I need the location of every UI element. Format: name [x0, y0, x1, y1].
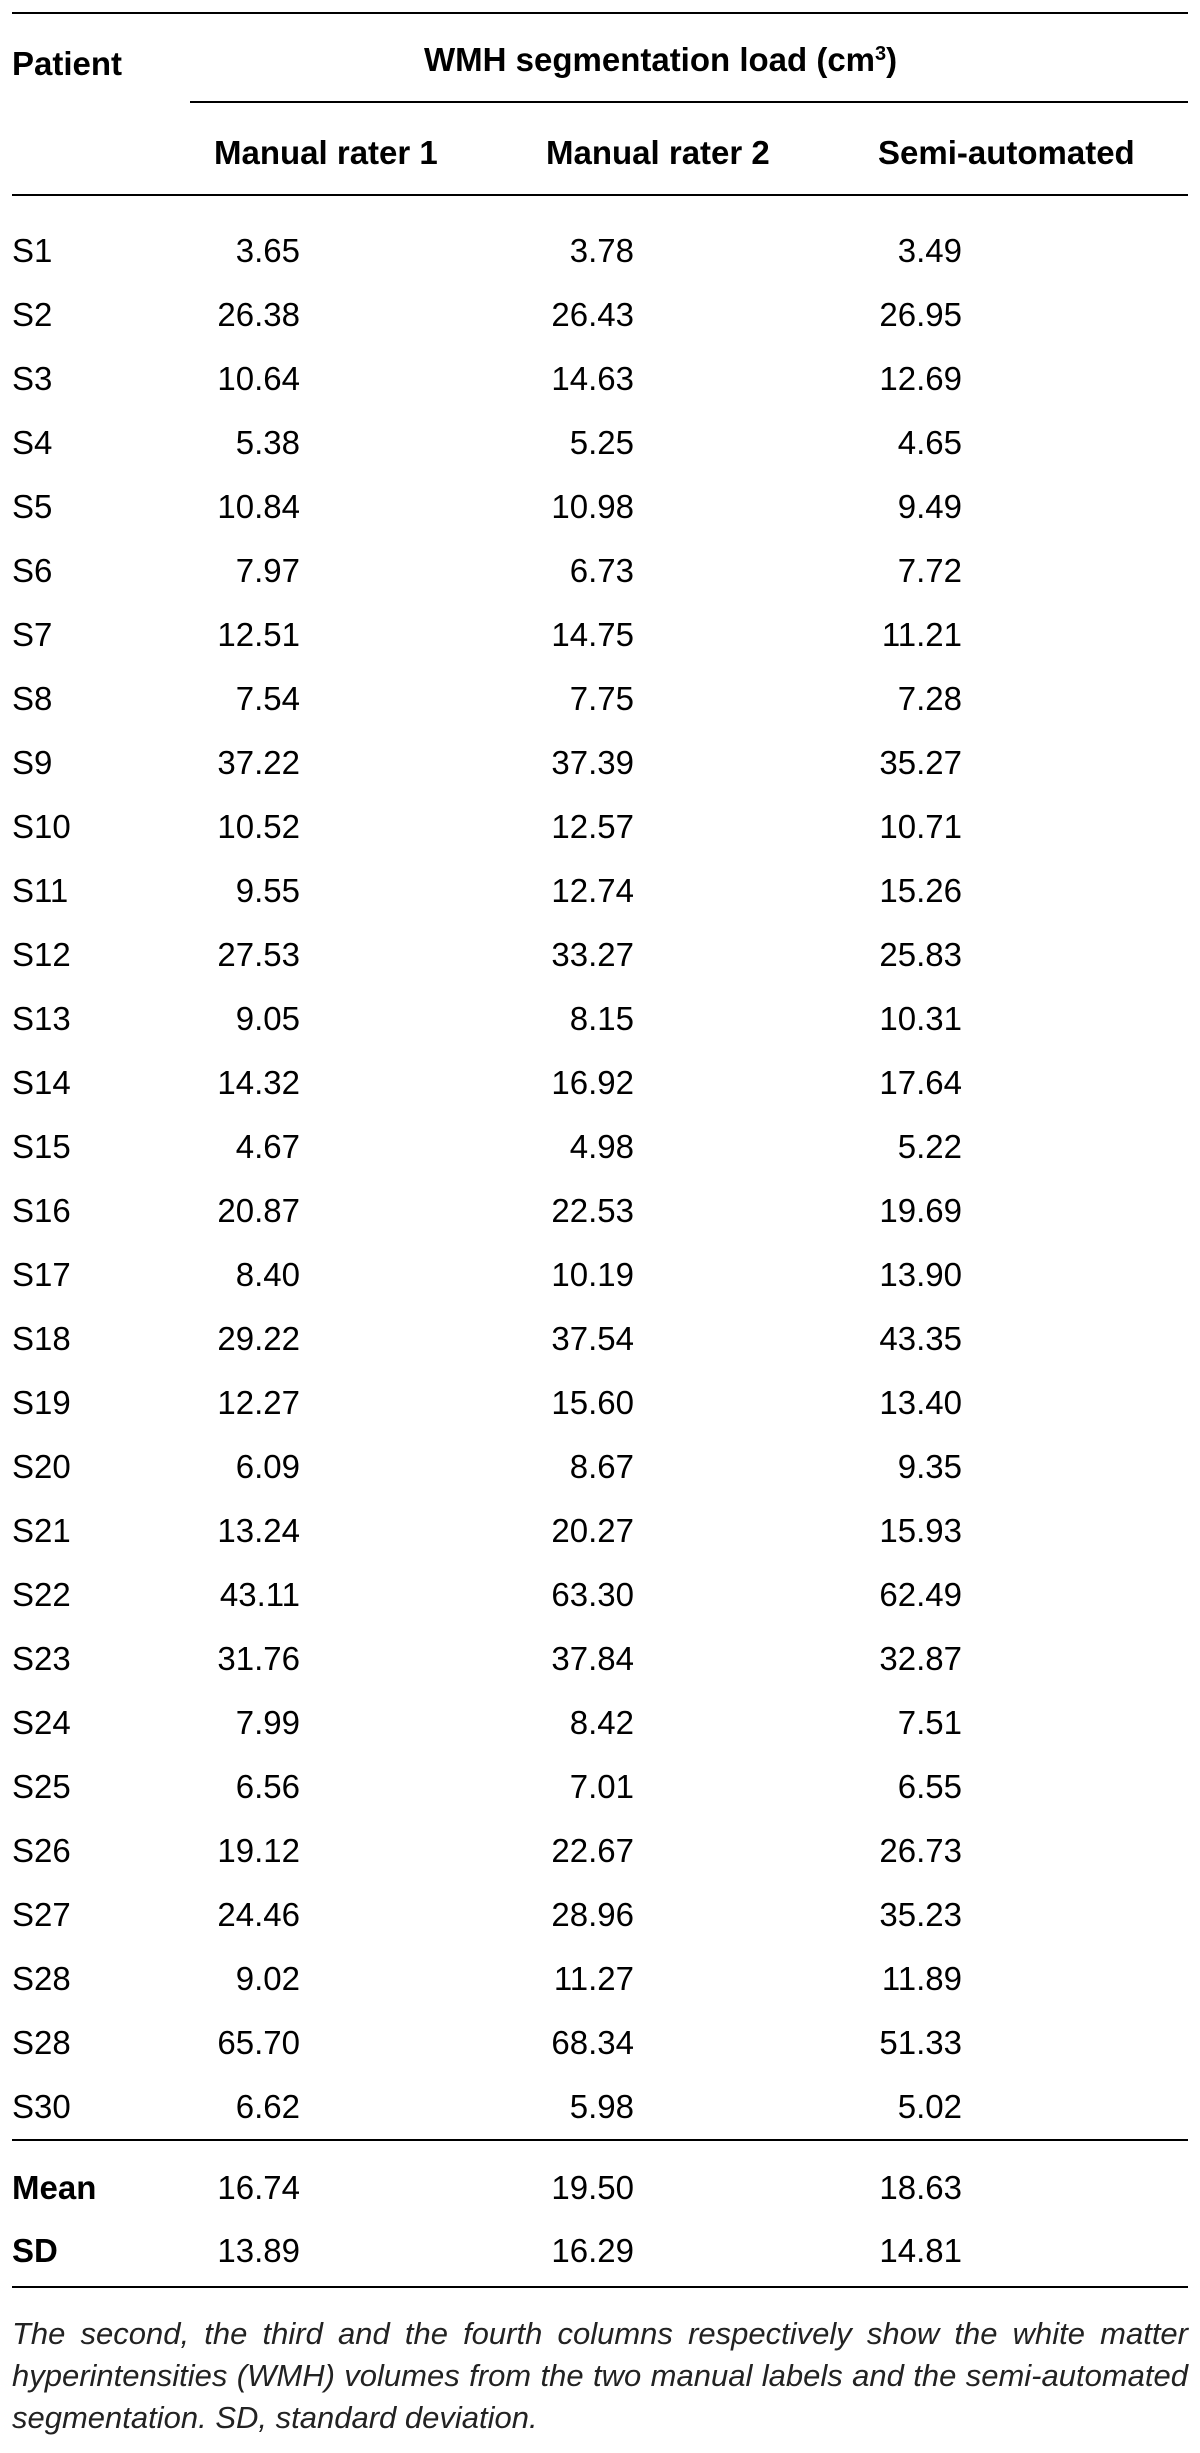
semi-automated-cell: 25.83: [879, 936, 962, 973]
semi-automated-cell: 11.89: [881, 1960, 962, 1997]
manual-rater-1-cell: 14.32: [217, 1064, 300, 1101]
manual-rater-2-cell: 5.98: [569, 2088, 634, 2125]
semi-automated-cell: 4.65: [897, 424, 962, 461]
manual-rater-1-cell: 10.64: [217, 360, 300, 397]
manual-rater-2-cell: 10.19: [551, 1256, 634, 1293]
column-header-manual-rater-1: Manual rater 1: [214, 134, 438, 171]
manual-rater-1-cell: 43.11: [219, 1576, 300, 1613]
summary-label-cell: SD: [12, 2232, 58, 2269]
semi-automated-cell: 15.26: [879, 872, 962, 909]
manual-rater-2-cell: 8.42: [569, 1704, 634, 1741]
summary-label-cell: Mean: [12, 2169, 97, 2206]
patient-id-cell: S28: [12, 2024, 71, 2061]
manual-rater-2-cell: 22.67: [551, 1832, 634, 1869]
patient-id-cell: S13: [12, 1000, 71, 1037]
semi-automated-cell: 15.93: [879, 1512, 962, 1549]
patient-column-header: Patient: [12, 45, 123, 82]
patient-id-cell: S6: [12, 552, 53, 589]
patient-id-cell: S9: [12, 744, 53, 781]
manual-rater-2-cell: 28.96: [551, 1896, 634, 1933]
semi-automated-cell: 7.72: [897, 552, 962, 589]
manual-rater-1-cell: 13.24: [217, 1512, 300, 1549]
column-header-manual-rater-2: Manual rater 2: [546, 134, 770, 171]
manual-rater-2-cell: 37.39: [551, 744, 634, 781]
manual-rater-2-cell: 26.43: [551, 296, 634, 333]
patient-id-cell: S5: [12, 488, 53, 525]
header-bottom-rule: [12, 194, 1188, 196]
semi-automated-cell: 12.69: [879, 360, 962, 397]
patient-id-cell: S12: [12, 936, 71, 973]
manual-rater-1-cell: 10.84: [217, 488, 300, 525]
manual-rater-1-cell: 6.56: [235, 1768, 300, 1805]
manual-rater-1-cell: 6.09: [235, 1448, 300, 1485]
patient-id-cell: S17: [12, 1256, 71, 1293]
patient-id-cell: S24: [12, 1704, 71, 1741]
manual-rater-1-cell: 9.02: [235, 1960, 300, 1997]
table-bottom-rule: [12, 2286, 1188, 2288]
manual-rater-2-cell: 68.34: [551, 2024, 634, 2061]
semi-automated-cell: 26.95: [879, 296, 962, 333]
patient-id-cell: S1: [12, 232, 53, 269]
manual-rater-2-cell: 14.63: [551, 360, 634, 397]
patient-id-cell: S10: [12, 808, 71, 845]
manual-rater-2-cell: 10.98: [551, 488, 634, 525]
patient-id-cell: S16: [12, 1192, 71, 1229]
manual-rater-2-cell: 12.57: [551, 808, 634, 845]
patient-id-cell: S27: [12, 1896, 71, 1933]
manual-rater-2-cell: 6.73: [569, 552, 634, 589]
manual-rater-1-cell: 37.22: [217, 744, 300, 781]
semi-automated-cell: 13.90: [879, 1256, 962, 1293]
semi-automated-cell: 26.73: [879, 1832, 962, 1869]
semi-automated-cell: 11.21: [881, 616, 962, 653]
manual-rater-1-cell: 7.99: [235, 1704, 300, 1741]
patient-id-cell: S23: [12, 1640, 71, 1677]
manual-rater-2-cell: 16.29: [551, 2232, 634, 2269]
semi-automated-cell: 9.35: [897, 1448, 962, 1485]
patient-id-cell: S3: [12, 360, 53, 397]
manual-rater-1-cell: 5.38: [235, 424, 300, 461]
patient-id-cell: S15: [12, 1128, 71, 1165]
semi-automated-cell: 19.69: [879, 1192, 962, 1229]
semi-automated-cell: 10.31: [879, 1000, 962, 1037]
semi-automated-cell: 43.35: [879, 1320, 962, 1357]
patient-id-cell: S8: [12, 680, 53, 717]
manual-rater-1-cell: 7.54: [235, 680, 300, 717]
manual-rater-2-cell: 20.27: [551, 1512, 634, 1549]
manual-rater-2-cell: 3.78: [569, 232, 634, 269]
manual-rater-1-cell: 4.67: [235, 1128, 300, 1165]
semi-automated-cell: 5.22: [897, 1128, 962, 1165]
semi-automated-cell: 9.49: [897, 488, 962, 525]
manual-rater-1-cell: 12.27: [217, 1384, 300, 1421]
patient-id-cell: S18: [12, 1320, 71, 1357]
group-column-header: [424, 40, 897, 80]
manual-rater-1-cell: 27.53: [217, 936, 300, 973]
group-header-superscript: 3: [875, 43, 887, 65]
manual-rater-1-cell: 3.65: [235, 232, 300, 269]
semi-automated-cell: 51.33: [879, 2024, 962, 2061]
manual-rater-1-cell: 13.89: [217, 2232, 300, 2269]
semi-automated-cell: 35.27: [879, 744, 962, 781]
patient-id-cell: S22: [12, 1576, 71, 1613]
manual-rater-1-cell: 9.55: [235, 872, 300, 909]
summary-top-rule: [12, 2139, 1188, 2141]
manual-rater-2-cell: 7.75: [569, 680, 634, 717]
manual-rater-2-cell: 8.15: [569, 1000, 634, 1037]
manual-rater-2-cell: 12.74: [551, 872, 634, 909]
manual-rater-2-cell: 11.27: [553, 1960, 634, 1997]
patient-id-cell: S4: [12, 424, 53, 461]
semi-automated-cell: 14.81: [879, 2232, 962, 2269]
manual-rater-1-cell: 9.05: [235, 1000, 300, 1037]
semi-automated-cell: 10.71: [879, 808, 962, 845]
manual-rater-2-cell: 7.01: [569, 1768, 634, 1805]
semi-automated-cell: 3.49: [897, 232, 962, 269]
manual-rater-2-cell: 8.67: [569, 1448, 634, 1485]
manual-rater-1-cell: 12.51: [217, 616, 300, 653]
table-top-rule: [12, 12, 1188, 14]
semi-automated-cell: 17.64: [879, 1064, 962, 1101]
manual-rater-2-cell: 63.30: [551, 1576, 634, 1613]
table-footnote: The second, the third and the fourth columns respectively show the white matter hyperintensities (WMH) volumes from the two manual labels and the semi-automated segmentation. SD, standard deviation.: [12, 2316, 1188, 2435]
manual-rater-1-cell: 24.46: [217, 1896, 300, 1933]
semi-automated-cell: 7.28: [897, 680, 962, 717]
manual-rater-1-cell: 26.38: [217, 296, 300, 333]
patient-id-cell: S25: [12, 1768, 71, 1805]
patient-id-cell: S2: [12, 296, 53, 333]
semi-automated-cell: 5.02: [897, 2088, 962, 2125]
manual-rater-1-cell: 8.40: [235, 1256, 300, 1293]
patient-id-cell: S20: [12, 1448, 71, 1485]
manual-rater-1-cell: 20.87: [217, 1192, 300, 1229]
manual-rater-1-cell: 7.97: [235, 552, 300, 589]
patient-id-cell: S30: [12, 2088, 71, 2125]
manual-rater-1-cell: 31.76: [217, 1640, 300, 1677]
patient-id-cell: S21: [12, 1512, 71, 1549]
manual-rater-2-cell: 5.25: [569, 424, 634, 461]
group-header-rule: [190, 101, 1188, 103]
manual-rater-1-cell: 29.22: [217, 1320, 300, 1357]
patient-id-cell: S7: [12, 616, 53, 653]
semi-automated-cell: 18.63: [879, 2169, 962, 2206]
semi-automated-cell: 13.40: [879, 1384, 962, 1421]
group-header-close: ): [886, 41, 898, 78]
semi-automated-cell: 6.55: [897, 1768, 962, 1805]
group-header-text: WMH segmentation load (cm: [424, 41, 876, 78]
manual-rater-2-cell: 14.75: [551, 616, 634, 653]
column-header-semi-automated: Semi-automated: [878, 134, 1135, 171]
semi-automated-cell: 62.49: [879, 1576, 962, 1613]
manual-rater-2-cell: 15.60: [551, 1384, 634, 1421]
manual-rater-1-cell: 65.70: [217, 2024, 300, 2061]
manual-rater-2-cell: 37.54: [551, 1320, 634, 1357]
semi-automated-cell: 32.87: [879, 1640, 962, 1677]
manual-rater-2-cell: 4.98: [569, 1128, 634, 1165]
patient-id-cell: S14: [12, 1064, 71, 1101]
manual-rater-2-cell: 37.84: [551, 1640, 634, 1677]
manual-rater-2-cell: 33.27: [551, 936, 634, 973]
semi-automated-cell: 7.51: [897, 1704, 962, 1741]
manual-rater-2-cell: 19.50: [551, 2169, 634, 2206]
patient-id-cell: S28: [12, 1960, 71, 1997]
manual-rater-1-cell: 10.52: [217, 808, 300, 845]
manual-rater-1-cell: 6.62: [235, 2088, 300, 2125]
manual-rater-1-cell: 19.12: [217, 1832, 300, 1869]
manual-rater-1-cell: 16.74: [217, 2169, 300, 2206]
manual-rater-2-cell: 16.92: [551, 1064, 634, 1101]
patient-id-cell: S26: [12, 1832, 71, 1869]
patient-id-cell: S11: [12, 872, 69, 909]
patient-id-cell: S19: [12, 1384, 71, 1421]
manual-rater-2-cell: 22.53: [551, 1192, 634, 1229]
semi-automated-cell: 35.23: [879, 1896, 962, 1933]
